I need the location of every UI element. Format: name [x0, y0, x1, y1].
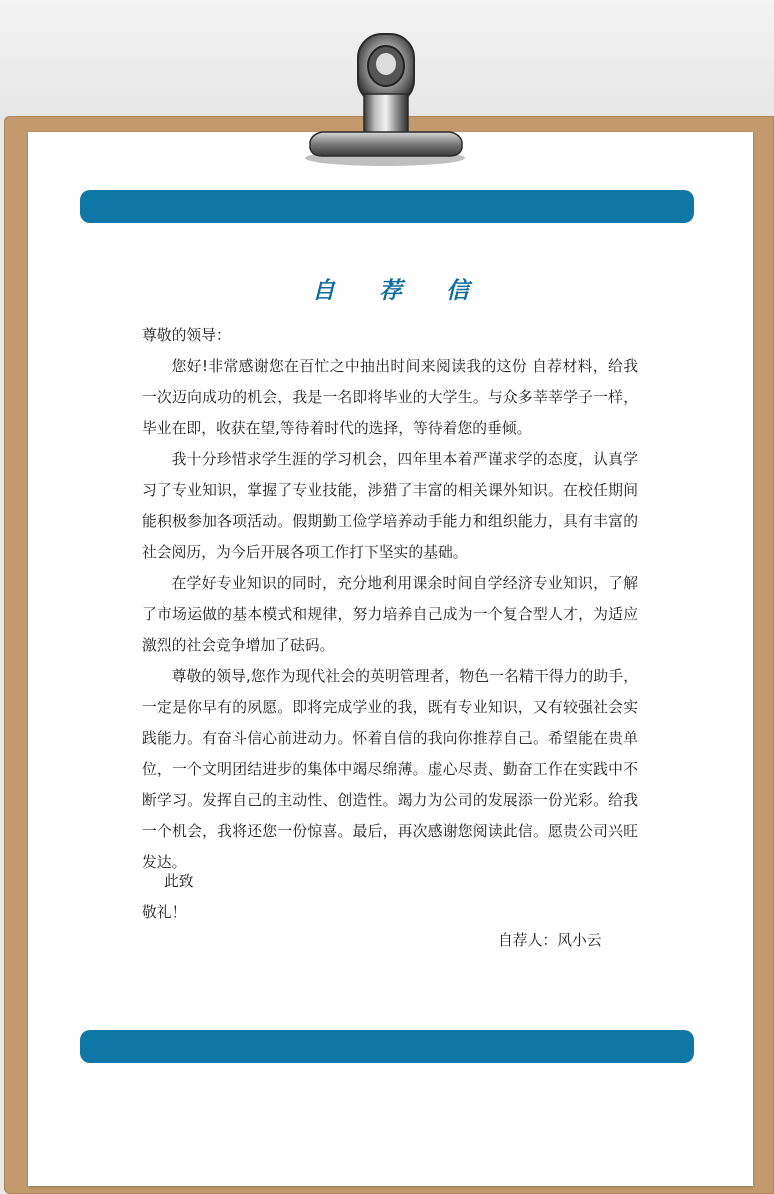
- paragraph-4: 尊敬的领导,您作为现代社会的英明管理者，物色一名精干得力的助手，一定是你早有的夙愿。即将完成学业的我，既有专业知识，又有较强社会实践能力。有奋斗信心前进动力。怀着自信的我向你推荐自己。希望能在贵单位，一个文明团结进步的集体中竭尽绵薄。虚心尽责、勤奋工作在实践中不断学习。发挥自己的主动性、创造性。竭力为公司的发展添一份光彩。给我一个机会，我将还您一份惊喜。最后，再次感谢您阅读此信。愿贵公司兴旺发达。: [142, 668, 638, 871]
- signature: 自荐人：风小云: [498, 932, 602, 949]
- closing-line-2: 敬礼！: [142, 904, 187, 921]
- footer-band: [80, 1030, 694, 1063]
- salutation: 尊敬的领导：: [142, 327, 231, 344]
- letter-paper: [28, 132, 753, 1186]
- letter-body: [142, 320, 638, 878]
- paragraph-3: 在学好专业知识的同时，充分地利用课余时间自学经济专业知识，了解了市场运做的基本模式和规律，努力培养自己成为一个复合型人才，为适应激烈的社会竞争增加了砝码。: [142, 575, 638, 654]
- letter-title: 自 荐 信: [311, 277, 487, 304]
- clipboard: [4, 116, 774, 1194]
- paragraph-2: 我十分珍惜求学生涯的学习机会，四年里本着严谨求学的态度，认真学习了专业知识，掌握了专业技能，涉猎了丰富的相关课外知识。在校任期间能积极参加各项活动。假期勤工俭学培养动手能力和组织能力，具有丰富的社会阅历，为今后开展各项工作打下坚实的基础。: [142, 451, 638, 561]
- header-band: [80, 190, 694, 223]
- binder-clip-icon: [290, 24, 480, 174]
- paragraph-1: 您好!非常感谢您在百忙之中抽出时间来阅读我的这份 自荐材料，给我一次迈向成功的机会，我是一名即将毕业的大学生。与众多莘莘学子一样，毕业在即，收获在望,等待着时代的选择，等待着您的垂倾。: [142, 358, 638, 437]
- closing-line-1: 此致: [164, 873, 194, 890]
- closing: [142, 866, 194, 928]
